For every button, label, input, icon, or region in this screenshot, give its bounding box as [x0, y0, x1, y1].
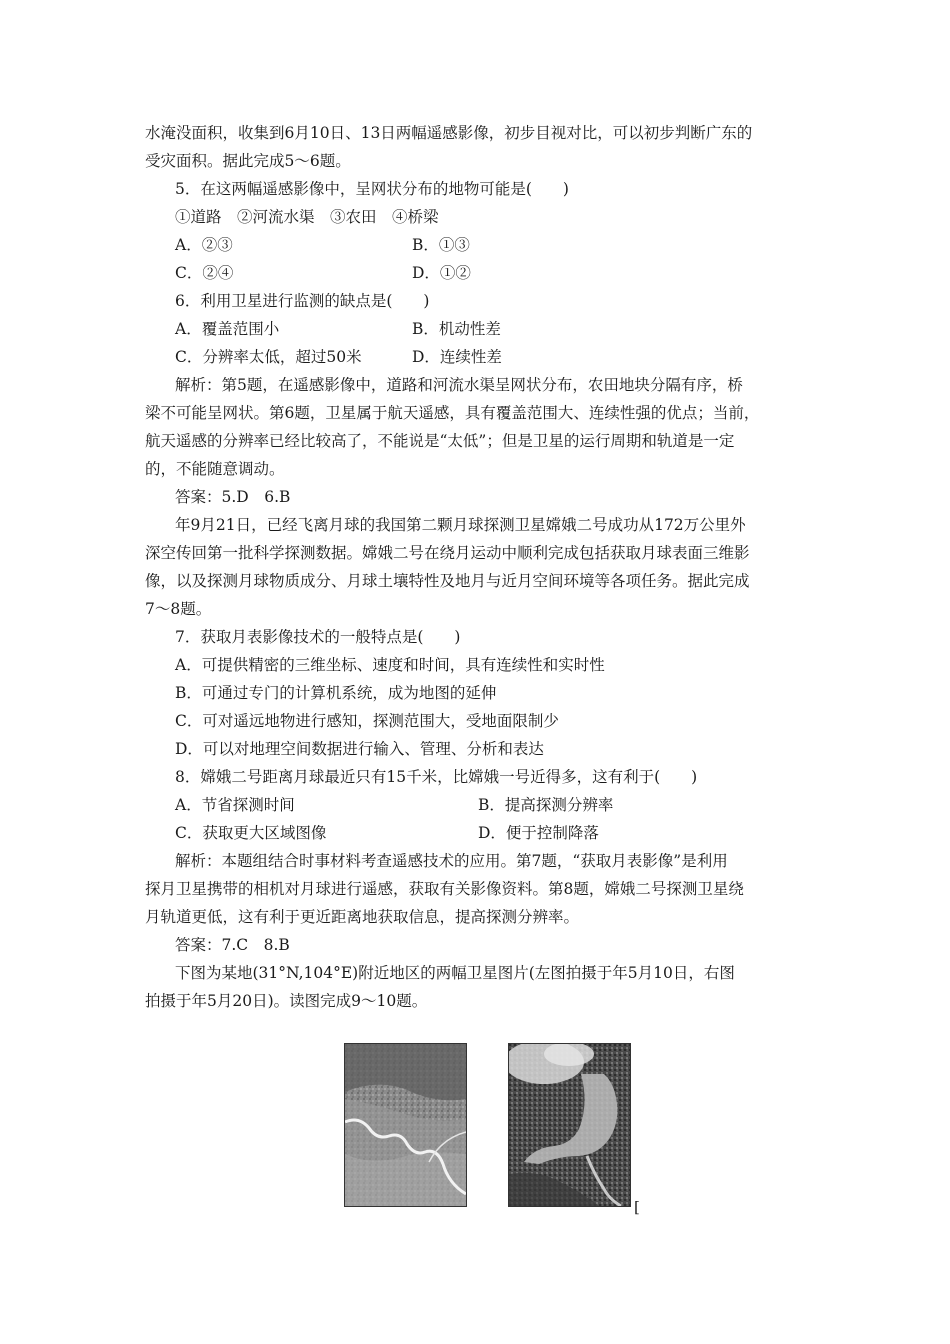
question-5: 5．在这两幅遥感影像中，呈网状分布的地物可能是( ) — [175, 180, 569, 198]
answer-7-8: 答案：7.C 8.B — [175, 936, 290, 954]
passage-7-8: 年9月21日，已经飞离月球的我国第二颗月球探测卫星嫦娥二号成功从172万公里外 — [175, 516, 746, 534]
satellite-image-left-svg — [345, 1044, 466, 1206]
question-6: 6．利用卫星进行监测的缺点是( ) — [175, 292, 430, 310]
option-8a: A．节省探测时间 — [175, 796, 295, 814]
option-5d: D．①② — [412, 264, 471, 282]
analysis-5-6: 解析：第5题，在遥感影像中，道路和河流水渠呈网状分布，农田地块分隔有序，桥 — [175, 376, 743, 394]
satellite-image-may-10 — [344, 1043, 467, 1207]
option-5a: A．②③ — [175, 236, 233, 254]
option-8b: B．提高探测分辨率 — [478, 796, 614, 814]
text-line: 的，不能随意调动。 — [145, 460, 285, 478]
text-line: 受灾面积。据此完成5～6题。 — [145, 152, 351, 170]
text-line: 深空传回第一批科学探测数据。嫦娥二号在绕月运动中顺利完成包括获取月球表面三维影 — [145, 544, 750, 562]
option-6c: C．分辨率太低，超过50米 — [175, 348, 362, 366]
option-6b: B．机动性差 — [412, 320, 501, 338]
question-7: 7．获取月表影像技术的一般特点是( ) — [175, 628, 461, 646]
option-5b: B．①③ — [412, 236, 470, 254]
text-line: 探月卫星携带的相机对月球进行遥感，获取有关影像资料。第8题，嫦娥二号探测卫星绕 — [145, 880, 744, 898]
option-6a: A．覆盖范围小 — [175, 320, 280, 338]
text-line: 月轨道更低，这有利于更近距离地获取信息，提高探测分辨率。 — [145, 908, 580, 926]
answer-5-6: 答案：5.D 6.B — [175, 488, 291, 506]
stray-bracket: [ — [634, 1198, 640, 1216]
question-5-items: ①道路 ②河流水渠 ③农田 ④桥梁 — [175, 208, 439, 226]
passage-9-10: 下图为某地(31°N,104°E)附近地区的两幅卫星图片(左图拍摄于年5月10日，右图 — [175, 964, 735, 982]
option-7b: B．可通过专门的计算机系统，成为地图的延伸 — [175, 684, 497, 702]
option-7c: C．可对遥远地物进行感知，探测范围大，受地面限制少 — [175, 712, 559, 730]
option-7a: A．可提供精密的三维坐标、速度和时间，具有连续性和实时性 — [175, 656, 605, 674]
text-line: 像，以及探测月球物质成分、月球土壤特性及地月与近月空间环境等各项任务。据此完成 — [145, 572, 750, 590]
analysis-7-8: 解析：本题组结合时事材料考查遥感技术的应用。第7题，“获取月表影像”是利用 — [175, 852, 728, 870]
option-7d: D．可以对地理空间数据进行输入、管理、分析和表达 — [175, 740, 544, 758]
option-8c: C．获取更大区域图像 — [175, 824, 327, 842]
question-8: 8．嫦娥二号距离月球最近只有15千米，比嫦娥一号近得多，这有利于( ) — [175, 768, 698, 786]
text-line: 7～8题。 — [145, 600, 212, 618]
text-line: 航天遥感的分辨率已经比较高了，不能说是“太低”；但是卫星的运行周期和轨道是一定 — [145, 432, 735, 450]
option-6d: D．连续性差 — [412, 348, 502, 366]
option-8d: D．便于控制降落 — [478, 824, 599, 842]
text-line: 梁不可能呈网状。第6题，卫星属于航天遥感，具有覆盖范围大、连续性强的优点；当前， — [145, 404, 760, 422]
option-5c: C．②④ — [175, 264, 234, 282]
satellite-image-may-20 — [508, 1043, 631, 1207]
satellite-image-right-svg — [509, 1044, 630, 1206]
text-line: 拍摄于年5月20日)。读图完成9～10题。 — [145, 992, 428, 1010]
text-line: 水淹没面积，收集到6月10日、13日两幅遥感影像，初步目视对比，可以初步判断广东的 — [145, 124, 753, 142]
